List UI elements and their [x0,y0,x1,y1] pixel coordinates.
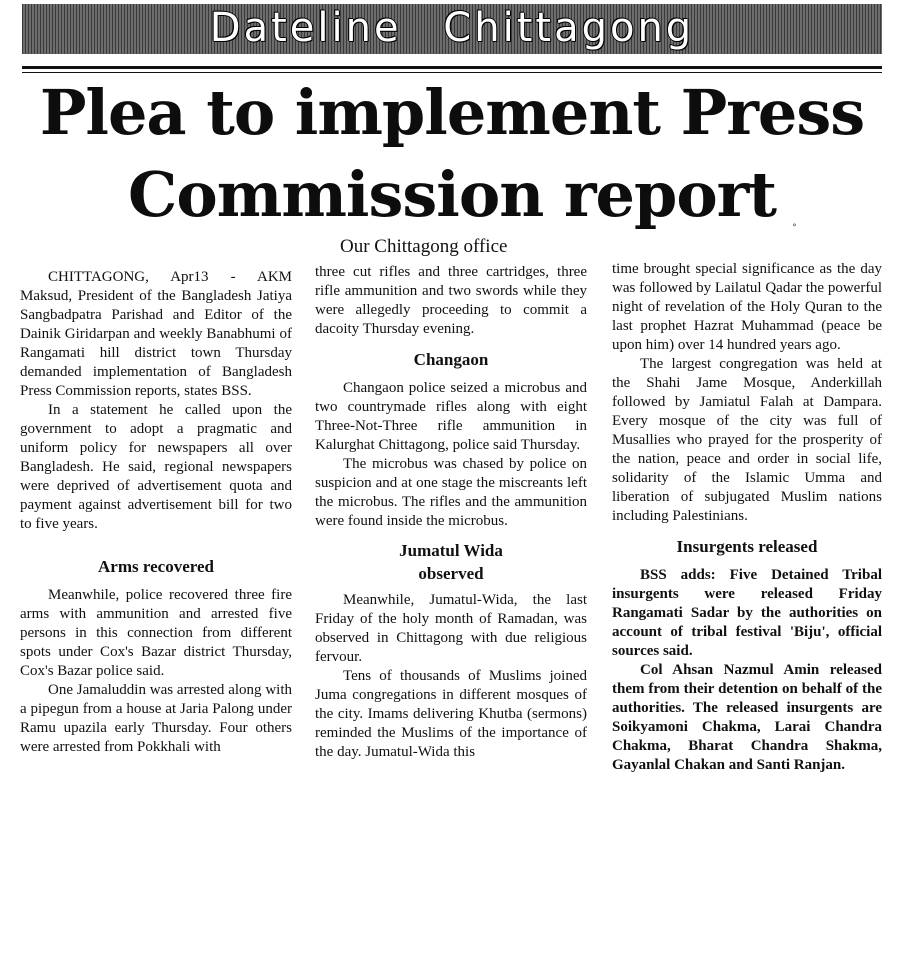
print-speck: ∘ [792,220,797,231]
article-column-3 [612,260,882,775]
paragraph: The largest congregation was held at the Shahi Jame Mosque, Anderkillah followed by Jamiatul Falah at Dampara. Every mosque of the city was full of Musallies who prayed for the prosperity of the nation, peace and order in social life, solidarity of the Islamic Umma and liberation of subjugated Muslim nations including Palestinians. [612,356,882,524]
paragraph: Meanwhile, police recovered three fire arms with ammunition and arrested five persons in this connection from different spots under Cox's Bazar district Thursday, Cox's Bazar police said. [20,587,292,679]
headline-rule [22,66,882,73]
byline: Our Chittagong office [340,236,508,257]
paragraph: Changaon police seized a microbus and two countrymade rifles along with eight Three-Not-Three rifle ammunition in Kalurghat Chittagong, police said Thursday. [315,380,587,453]
paragraph: time brought special significance as the day was followed by Lailatul Qadar the powerful night of revelation of the Holy Quran to the last prophet Hazrat Muhammad (peace be upon him) over 14 hundred years ago. [612,261,882,353]
subheading-insurgents-released: Insurgents released [676,537,818,556]
paragraph: Meanwhile, Jumatul-Wida, the last Friday of the holy month of Ramadan, was observed in Chittagong with due religious fervour. [315,592,587,665]
paragraph: Col Ahsan Nazmul Amin released them from their detention on behalf of the authorities. The released insurgents are Soikyamoni Chakma, Larai Chandra Chakma, Bharat Chandra Shakma, Gayanlal Chakan and Santi Ranjan. [612,662,882,773]
subheading-line: observed [418,564,484,583]
subheading-line: Jumatul Wida [399,541,503,560]
paragraph: In a statement he called upon the government to adopt a pragmatic and uniform policy for newspapers all over Bangladesh. He said, regional newspapers were deprived of advertisement quota and payment against advertisement bill for two to five years. [20,402,292,532]
paragraph: CHITTAGONG, Apr13 - AKM Maksud, President of the Bangladesh Jatiya Sangbadpatra Parishad and Editor of the Dainik Giridarpan and weekly Banabhumi of Rangamati hill district town Thursday demanded implementation of Bangladesh Press Commission reports, states BSS. [20,269,292,399]
dateline-label: Dateline Chittagong [209,5,695,51]
headline-line-1: Plea to implement Press [39,76,865,149]
dateline-banner [22,4,882,54]
paragraph: three cut rifles and three cartridges, three rifle ammunition and two swords while they were allegedly proceeding to commit a dacoity Thursday evening. [315,264,587,337]
paragraph: BSS adds: Five Detained Tribal insurgents were released Friday Rangamati Sadar by the authorities on account of tribal festival 'Biju', official sources said. [612,567,882,659]
article-column-2 [315,263,587,762]
headline-line-2: Commission report [128,158,776,231]
paragraph: Tens of thousands of Muslims joined Juma congregations in different mosques of the city. Imams delivering Khutba (sermons) reminded the Muslims of the importance of the day. Jumatul-Wida this [315,668,587,760]
subheading-changaon: Changaon [413,350,489,369]
paragraph: The microbus was chased by police on suspicion and at one stage the miscreants left the microbus. The rifles and the ammunition were found inside the microbus. [315,456,587,529]
subheading-jumatul-wida [315,539,587,585]
subheading-arms-recovered: Arms recovered [98,557,214,576]
article-column-1 [20,268,292,757]
paragraph: One Jamaluddin was arrested along with a pipegun from a house at Jaria Palong under Ramu upazila early Thursday. Four others were arrested from Pokkhali with [20,682,292,755]
